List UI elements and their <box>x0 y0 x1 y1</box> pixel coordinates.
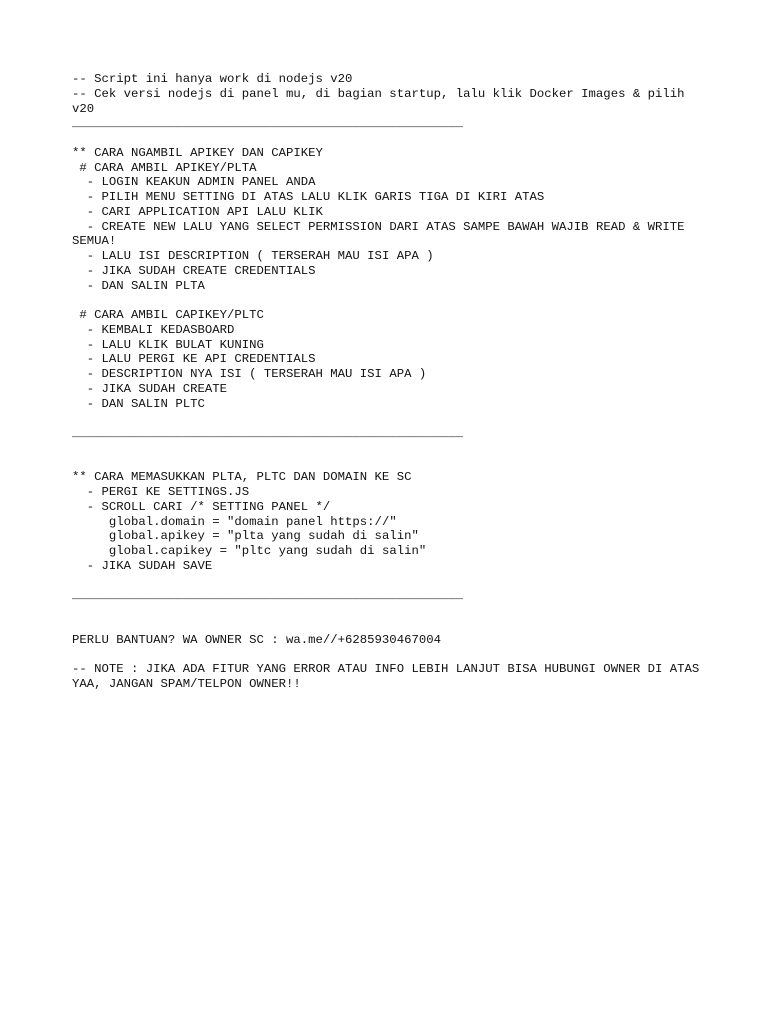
blank-line <box>72 618 700 633</box>
divider-line: _____________________________________________________ <box>72 588 464 603</box>
code-line: global.capikey = "pltc yang sudah di salin" <box>72 544 427 558</box>
subsection-heading: # CARA AMBIL CAPIKEY/PLTC <box>72 308 264 322</box>
blank-line <box>72 456 700 471</box>
list-item: - DAN SALIN PLTC <box>72 396 205 411</box>
blank-line <box>72 441 700 456</box>
list-item: - PILIH MENU SETTING DI ATAS LALU KLIK GARIS TIGA DI KIRI ATAS <box>72 190 545 204</box>
code-line: global.domain = "domain panel https://" <box>72 514 397 529</box>
list-item: - KEMBALI KEDASBOARD <box>72 322 235 337</box>
list-item: - JIKA SUDAH CREATE <box>72 381 227 396</box>
list-item: - JIKA SUDAH CREATE CREDENTIALS <box>72 263 316 278</box>
text-line: -- Script ini hanya work di nodejs v20 <box>72 72 353 86</box>
subsection-heading: # CARA AMBIL APIKEY/PLTA <box>72 160 257 175</box>
blank-line <box>72 293 700 308</box>
section-heading: ** CARA NGAMBIL APIKEY DAN CAPIKEY <box>72 145 323 160</box>
list-item: - JIKA SUDAH SAVE <box>72 558 213 573</box>
blank-line <box>72 131 700 146</box>
divider-line: _____________________________________________________ <box>72 116 464 131</box>
list-item: - LALU PERGI KE API CREDENTIALS <box>72 352 316 367</box>
list-item: - LALU ISI DESCRIPTION ( TERSERAH MAU ISI APA ) <box>72 249 434 263</box>
divider-line: _____________________________________________________ <box>72 426 464 440</box>
note-line: -- NOTE : JIKA ADA FITUR YANG ERROR ATAU INFO LEBIH LANJUT BISA HUBUNGI OWNER DI ATAS YAA, JANGAN SPAM/TELPON OWNER!! <box>72 662 707 691</box>
list-item: - DESCRIPTION NYA ISI ( TERSERAH MAU ISI APA ) <box>72 367 427 381</box>
section-heading: ** CARA MEMASUKKAN PLTA, PLTC DAN DOMAIN KE SC <box>72 470 412 485</box>
blank-line <box>72 647 700 662</box>
list-item: - DAN SALIN PLTA <box>72 278 205 293</box>
contact-line: PERLU BANTUAN? WA OWNER SC : wa.me//+6285930467004 <box>72 632 441 647</box>
blank-line <box>72 411 700 426</box>
list-item: - PERGI KE SETTINGS.JS <box>72 485 250 499</box>
list-item: - CREATE NEW LALU YANG SELECT PERMISSION DARI ATAS SAMPE BAWAH WAJIB READ & WRITE SEMUA! <box>72 219 692 249</box>
text-line: -- Cek versi nodejs di panel mu, di bagian startup, lalu klik Docker Images & pilih v20 <box>72 86 692 116</box>
blank-line <box>72 574 700 589</box>
list-item: - CARI APPLICATION API LALU KLIK <box>72 204 323 219</box>
document-page <box>72 72 707 692</box>
list-item: - SCROLL CARI /* SETTING PANEL */ <box>72 499 331 514</box>
list-item: - LALU KLIK BULAT KUNING <box>72 337 264 352</box>
list-item: - LOGIN KEAKUN ADMIN PANEL ANDA <box>72 175 316 190</box>
blank-line <box>72 603 700 618</box>
code-line: global.apikey = "plta yang sudah di salin" <box>72 529 419 544</box>
